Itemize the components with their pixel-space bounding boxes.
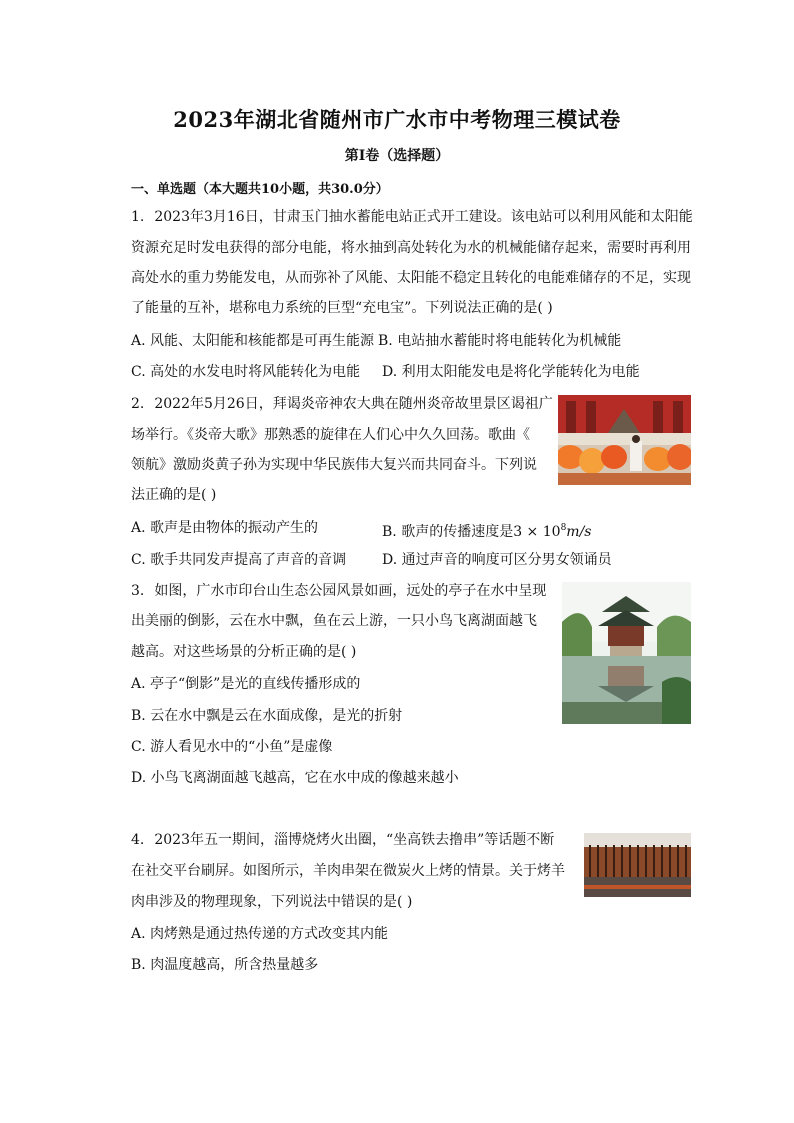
q3-line-3: 越高。对这些场景的分析正确的是( ) xyxy=(131,644,357,660)
q2-option-c[interactable]: C. 歌手共同发声提高了声音的音调 xyxy=(131,552,347,568)
speed-value: 3 × 10 xyxy=(513,524,561,540)
q1-number: 1. xyxy=(131,209,145,225)
q1-option-b[interactable]: B. 电站抽水蓄能时将电能转化为机械能 xyxy=(378,333,622,349)
q4-line-1: 4. 2023年五一期间，淄博烧烤火出圈，“坐高铁去撸串”等话题不断 xyxy=(131,832,555,848)
q2-line-3: 领航》激励炎黄子孙为实现中华民族伟大复兴而共同奋斗。下列说 xyxy=(131,457,537,473)
volume-subtitle: 第I卷（选择题） xyxy=(344,148,450,164)
q1-line-4: 了能量的互补，堪称电力系统的巨型“充电宝”。下列说法正确的是( ) xyxy=(131,300,553,316)
q1-option-d[interactable]: D. 利用太阳能发电是将化学能转化为电能 xyxy=(382,364,640,380)
q2-option-a[interactable]: A. 歌声是由物体的振动产生的 xyxy=(131,520,319,536)
speed-unit: m/s xyxy=(566,524,592,540)
q2-line-1: 2. 2022年5月26日，拜谒炎帝神农大典在随州炎帝故里景区谒祖广 xyxy=(131,396,553,412)
q3-line-1: 3. 如图，广水市印台山生态公园风景如画，远处的亭子在水中呈现 xyxy=(131,583,547,599)
q2-number: 2. xyxy=(131,396,145,412)
q1-option-c[interactable]: C. 高处的水发电时将风能转化为电能 xyxy=(131,364,361,380)
q3-option-c[interactable]: C. 游人看见水中的“小鱼”是虚像 xyxy=(131,739,333,755)
q1-option-a[interactable]: A. 风能、太阳能和核能都是可再生能源 xyxy=(131,333,375,349)
q3-number: 3. xyxy=(131,583,145,599)
q1-line-3: 高处水的重力势能发电，从而弥补了风能、太阳能不稳定且转化的电能难储存的不足，实现 xyxy=(131,270,691,286)
q3-option-b[interactable]: B. 云在水中飘是云在水面成像，是光的折射 xyxy=(131,708,403,724)
q3-option-d[interactable]: D. 小鸟飞离湖面越飞越高，它在水中成的像越来越小 xyxy=(131,770,459,786)
q1-line-2: 资源充足时发电获得的部分电能，将水抽到高处转化为水的机械能储存起来，需要时再利用 xyxy=(131,240,691,256)
q2-option-b[interactable]: B. 歌声的传播速度是$3 \times 10^8m/s$ xyxy=(382,523,592,540)
q3-option-a[interactable]: A. 亭子“倒影”是光的直线传播形成的 xyxy=(131,676,361,692)
section-heading: 一、单选题（本大题共10小题，共30.0分） xyxy=(131,182,389,197)
q4-line-3: 肉串涉及的物理现象，下列说法中错误的是( ) xyxy=(131,894,413,910)
q2-option-d[interactable]: D. 通过声音的响度可区分男女领诵员 xyxy=(382,552,612,568)
q4-option-a[interactable]: A. 肉烤熟是通过热传递的方式改变其内能 xyxy=(131,926,389,942)
q4-number: 4. xyxy=(131,832,145,848)
q1-line-1: 1. 2023年3月16日，甘肃玉门抽水蓄能电站正式开工建设。该电站可以利用风能和太阳能 xyxy=(131,209,693,225)
q2-line-2: 场举行。《炎帝大歌》那熟悉的旋律在人们心中久久回荡。歌曲《 xyxy=(131,427,530,443)
ceremony-photo xyxy=(558,395,691,485)
q4-option-b[interactable]: B. 肉温度越高，所含热量越多 xyxy=(131,957,319,973)
q2-line-4: 法正确的是( ) xyxy=(131,487,217,503)
q3-line-2: 出美丽的倒影，云在水中飘，鱼在云上游，一只小鸟飞离湖面越飞 xyxy=(131,613,537,629)
speed-exponent: 8 xyxy=(560,523,567,533)
q4-line-2: 在社交平台刷屏。如图所示，羊肉串架在微炭火上烤的情景。关于烤羊 xyxy=(131,863,565,879)
exam-title: 2023年湖北省随州市广水市中考物理三模试卷 xyxy=(173,107,621,132)
pavilion-photo xyxy=(562,582,691,724)
barbecue-photo xyxy=(584,833,691,897)
